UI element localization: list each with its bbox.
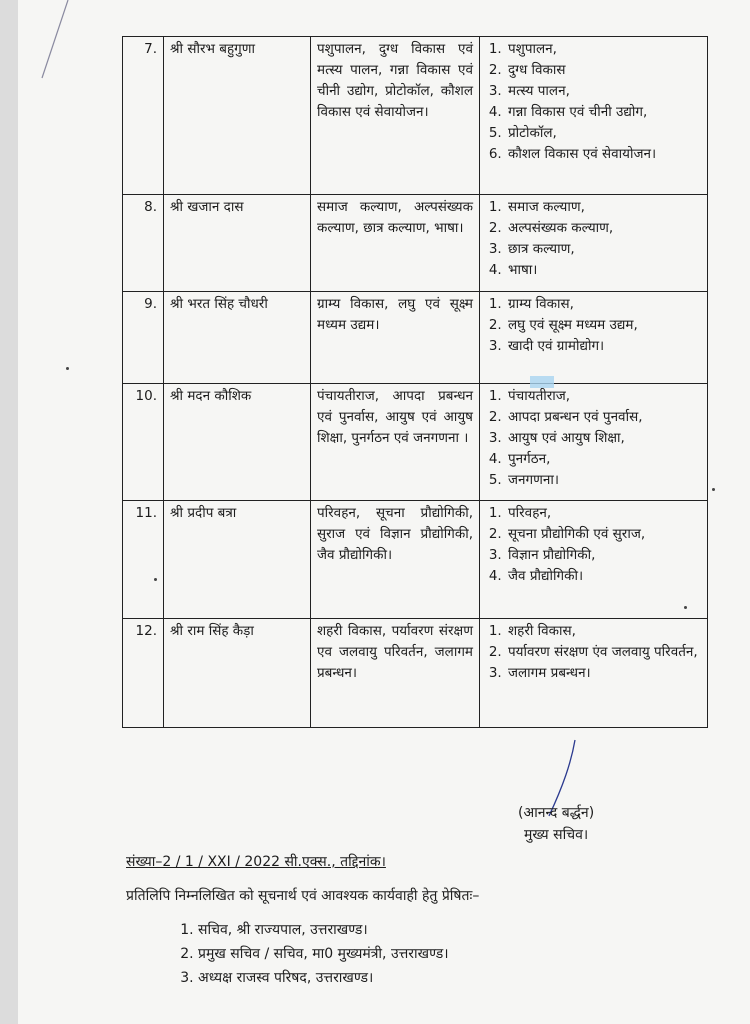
department-list xyxy=(486,39,701,165)
signatory-name: (आनन्द बर्द्धन) xyxy=(518,805,595,821)
department-list-cell xyxy=(480,37,708,195)
department-item: 3. आयुष एवं आयुष शिक्षा, xyxy=(506,428,701,449)
row-number: 11. xyxy=(123,501,164,619)
reference-number: संख्या–2 / 1 / XXI / 2022 सी.एक्स., तद्दिनांक। xyxy=(126,854,386,870)
department-item: 2. लघु एवं सूक्ष्म मध्यम उद्यम, xyxy=(506,315,701,336)
scan-speck xyxy=(154,578,157,581)
row-number: 9. xyxy=(123,292,164,384)
copy-to-list xyxy=(176,918,449,990)
table-row xyxy=(123,384,708,501)
department-list-cell xyxy=(480,501,708,619)
row-number: 7. xyxy=(123,37,164,195)
department-item: 3. मत्स्य पालन, xyxy=(506,81,701,102)
department-item: 3. विज्ञान प्रौद्योगिकी, xyxy=(506,545,701,566)
minister-name: श्री प्रदीप बत्रा xyxy=(164,501,311,619)
row-number: 8. xyxy=(123,195,164,292)
row-number: 12. xyxy=(123,619,164,728)
department-summary: ग्राम्य विकास, लघु एवं सूक्ष्म मध्यम उद्यम। xyxy=(311,292,480,384)
copy-to-intro: प्रतिलिपि निम्नलिखित को सूचनार्थ एवं आवश्यक कार्यवाही हेतु प्रेषितः– xyxy=(126,888,480,904)
table-row xyxy=(123,292,708,384)
department-item: 1. समाज कल्याण, xyxy=(506,197,701,218)
minister-name: श्री खजान दास xyxy=(164,195,311,292)
department-list-cell xyxy=(480,292,708,384)
table-row xyxy=(123,37,708,195)
department-summary: समाज कल्याण, अल्पसंख्यक कल्याण, छात्र कल्याण, भाषा। xyxy=(311,195,480,292)
minister-name: श्री सौरभ बहुगुणा xyxy=(164,37,311,195)
department-item: 3. जलागम प्रबन्धन। xyxy=(506,663,701,684)
department-item: 2. सूचना प्रौद्योगिकी एवं सुराज, xyxy=(506,524,701,545)
portfolio-allocation-table xyxy=(122,36,708,728)
copy-to-item: 3. अध्यक्ष राजस्व परिषद, उत्तराखण्ड। xyxy=(198,966,449,990)
table-row xyxy=(123,195,708,292)
department-list-cell xyxy=(480,384,708,501)
department-item: 1. परिवहन, xyxy=(506,503,701,524)
department-list-cell xyxy=(480,195,708,292)
department-item: 2. दुग्ध विकास xyxy=(506,60,701,81)
department-item: 3. छात्र कल्याण, xyxy=(506,239,701,260)
department-item: 2. अल्पसंख्यक कल्याण, xyxy=(506,218,701,239)
department-item: 4. पुनर्गठन, xyxy=(506,449,701,470)
department-list xyxy=(486,386,701,491)
copy-to-item: 1. सचिव, श्री राज्यपाल, उत्तराखण्ड। xyxy=(198,918,449,942)
department-item: 2. पर्यावरण संरक्षण एंव जलवायु परिवर्तन, xyxy=(506,642,701,663)
department-item: 1. पशुपालन, xyxy=(506,39,701,60)
copy-to-item: 2. प्रमुख सचिव / सचिव, मा0 मुख्यमंत्री, उत्तराखण्ड। xyxy=(198,942,449,966)
department-item: 1. ग्राम्य विकास, xyxy=(506,294,701,315)
department-item: 4. भाषा। xyxy=(506,260,701,281)
minister-name: श्री भरत सिंह चौधरी xyxy=(164,292,311,384)
department-summary: परिवहन, सूचना प्रौद्योगिकी, सुराज एवं विज्ञान प्रौद्योगिकी, जैव प्रौद्योगिकी। xyxy=(311,501,480,619)
department-list xyxy=(486,621,701,684)
department-list-cell xyxy=(480,619,708,728)
row-number: 10. xyxy=(123,384,164,501)
department-item: 5. जनगणना। xyxy=(506,470,701,491)
scan-speck xyxy=(712,488,715,491)
scan-artifact-line xyxy=(20,0,80,80)
minister-name: श्री मदन कौशिक xyxy=(164,384,311,501)
department-list xyxy=(486,197,701,281)
scan-speck xyxy=(66,367,69,370)
department-item: 3. खादी एवं ग्रामोद्योग। xyxy=(506,336,701,357)
department-item: 2. आपदा प्रबन्धन एवं पुनर्वास, xyxy=(506,407,701,428)
table-row xyxy=(123,501,708,619)
department-item: 4. जैव प्रौद्योगिकी। xyxy=(506,566,701,587)
department-list xyxy=(486,294,701,357)
department-item: 1. पंचायतीराज, xyxy=(506,386,701,407)
department-item: 6. कौशल विकास एवं सेवायोजन। xyxy=(506,144,701,165)
scan-speck xyxy=(684,606,687,609)
department-item: 4. गन्ना विकास एवं चीनी उद्योग, xyxy=(506,102,701,123)
department-list xyxy=(486,503,701,587)
scan-left-edge xyxy=(0,0,18,1024)
department-summary: पंचायतीराज, आपदा प्रबन्धन एवं पुनर्वास, आयुष एवं आयुष शिक्षा, पुनर्गठन एवं जनगणना । xyxy=(311,384,480,501)
department-summary: शहरी विकास, पर्यावरण संरक्षण एव जलवायु परिवर्तन, जलागम प्रबन्धन। xyxy=(311,619,480,728)
signatory-designation: मुख्य सचिव। xyxy=(523,827,589,843)
signature-block xyxy=(518,802,594,846)
department-item: 1. शहरी विकास, xyxy=(506,621,701,642)
department-item: 5. प्रोटोकॉल, xyxy=(506,123,701,144)
table-row xyxy=(123,619,708,728)
department-summary: पशुपालन, दुग्ध विकास एवं मत्स्य पालन, गन्ना विकास एवं चीनी उद्योग, प्रोटोकॉल, कौशल विकास एवं सेवायोजन। xyxy=(311,37,480,195)
text-highlight xyxy=(530,376,554,388)
minister-name: श्री राम सिंह कैड़ा xyxy=(164,619,311,728)
